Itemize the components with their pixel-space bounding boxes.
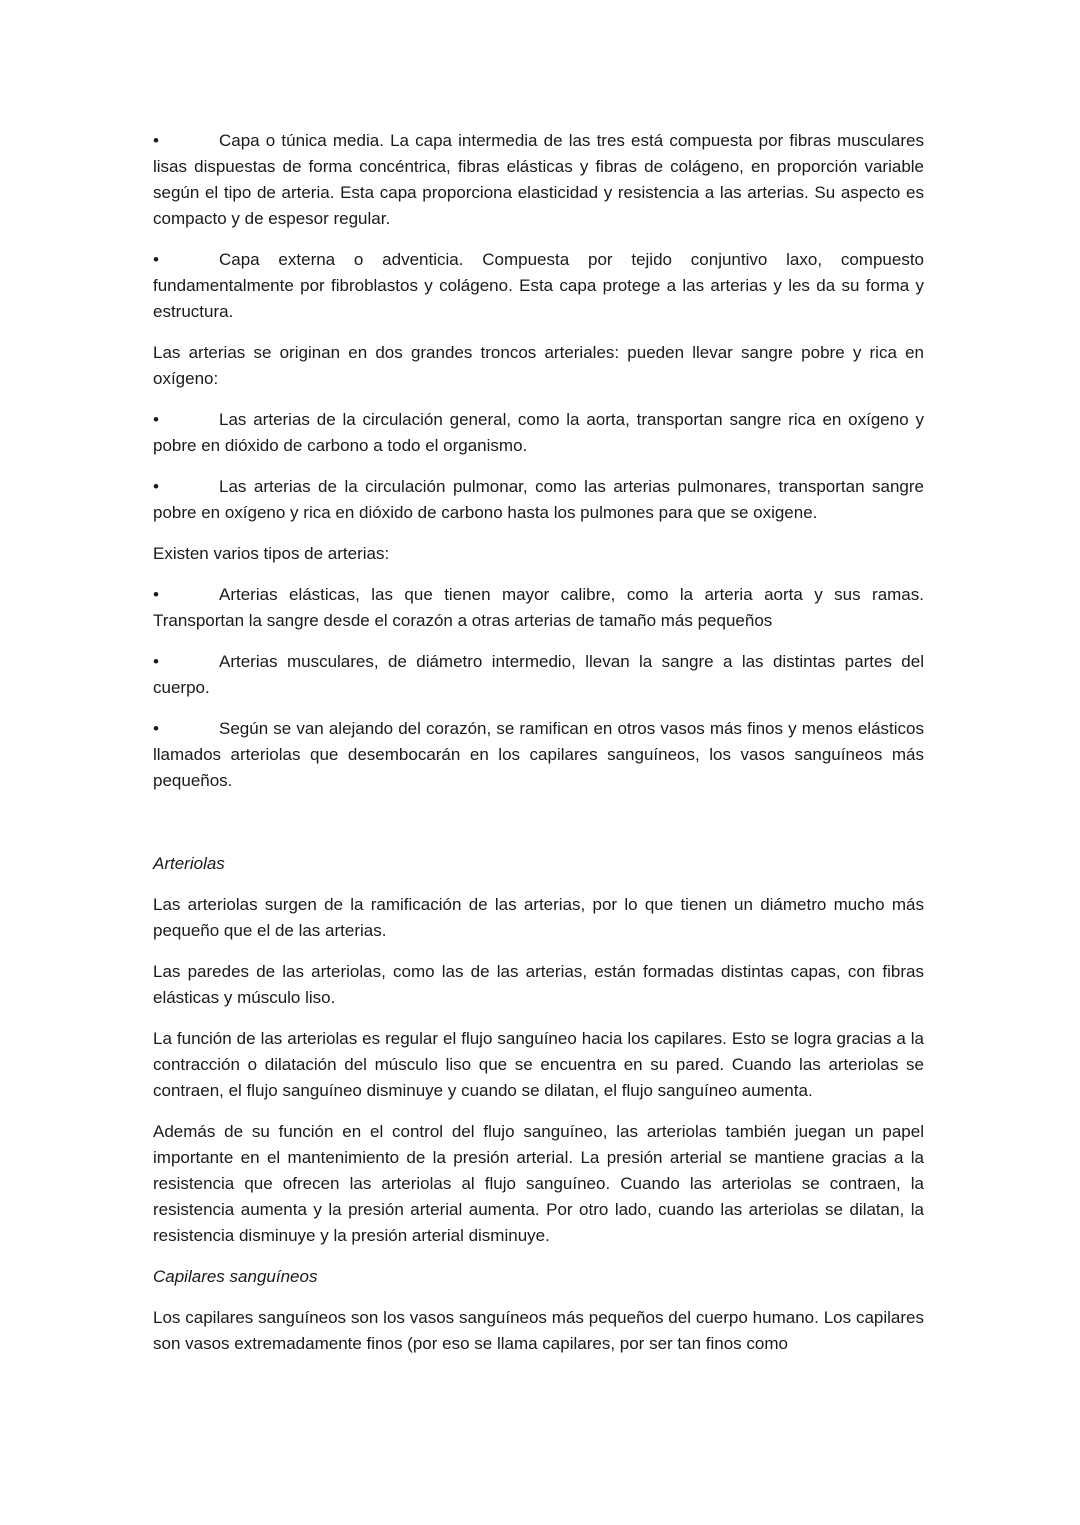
bullet-marker: • xyxy=(153,719,159,738)
bullet-marker: • xyxy=(153,585,159,604)
list-item xyxy=(153,474,924,526)
bullet-marker: • xyxy=(153,410,159,429)
paragraph: Las paredes de las arteriolas, como las de las arterias, están formadas distintas capas, con fibras elásticas y músculo liso. xyxy=(153,962,924,1007)
list-item xyxy=(153,247,924,325)
bullet-marker: • xyxy=(153,250,159,269)
bullet-marker: • xyxy=(153,131,159,150)
item-text: Las arterias de la circulación general, como la aorta, transportan sangre rica en oxígeno y pobre en dióxido de carbono a todo el organismo. xyxy=(153,410,924,455)
item-text: Según se van alejando del corazón, se ramifican en otros vasos más finos y menos elásticos llamados arteriolas que desembocarán en los capilares sanguíneos, los vasos sanguíneos más pequeños. xyxy=(153,719,924,790)
paragraph: Las arterias se originan en dos grandes troncos arteriales: pueden llevar sangre pobre y rica en oxígeno: xyxy=(153,343,924,388)
section-spacer xyxy=(153,809,924,851)
list-item xyxy=(153,716,924,794)
item-text: Capa o túnica media. La capa intermedia de las tres está compuesta por fibras musculares lisas dispuestas de forma concéntrica, fibras elásticas y fibras de colágeno, en proporción variable según el tipo de arteria. Esta capa proporciona elasticidad y resistencia a las arterias. Su aspecto es compacto y de espesor regular. xyxy=(153,131,924,228)
list-item xyxy=(153,582,924,634)
paragraph: Los capilares sanguíneos son los vasos sanguíneos más pequeños del cuerpo humano. Los capilares son vasos extremadamente finos (por eso se llama capilares, por ser tan finos como xyxy=(153,1308,924,1353)
list-item xyxy=(153,407,924,459)
paragraph: La función de las arteriolas es regular el flujo sanguíneo hacia los capilares. Esto se logra gracias a la contracción o dilatación del músculo liso que se encuentra en su pared. Cuando las arteriolas se contraen, el flujo sanguíneo disminuye y cuando se dilatan, el flujo sanguíneo aumenta. xyxy=(153,1029,924,1100)
document-page xyxy=(153,128,924,1372)
bullet-marker: • xyxy=(153,477,159,496)
item-text: Arterias elásticas, las que tienen mayor calibre, como la arteria aorta y sus ramas. Transportan la sangre desde el corazón a otras arterias de tamaño más pequeños xyxy=(153,585,924,630)
bullet-marker: • xyxy=(153,652,159,671)
paragraph: Las arteriolas surgen de la ramificación de las arterias, por lo que tienen un diámetro mucho más pequeño que el de las arterias. xyxy=(153,895,924,940)
paragraph: Además de su función en el control del flujo sanguíneo, las arteriolas también juegan un papel importante en el mantenimiento de la presión arterial. La presión arterial se mantiene gracias a la resistencia que ofrecen las arteriolas al flujo sanguíneo. Cuando las arteriolas se contraen, la resistencia aumenta y la presión arterial aumenta. Por otro lado, cuando las arteriolas se dilatan, la resistencia disminuye y la presión arterial disminuye. xyxy=(153,1122,924,1245)
section-heading-capilares: Capilares sanguíneos xyxy=(153,1267,318,1286)
item-text: Capa externa o adventicia. Compuesta por tejido conjuntivo laxo, compuesto fundamentalmente por fibroblastos y colágeno. Esta capa protege a las arterias y les da su forma y estructura. xyxy=(153,250,924,321)
list-item xyxy=(153,128,924,232)
item-text: Las arterias de la circulación pulmonar, como las arterias pulmonares, transportan sangre pobre en oxígeno y rica en dióxido de carbono hasta los pulmones para que se oxigene. xyxy=(153,477,924,522)
list-item xyxy=(153,649,924,701)
section-heading-arteriolas: Arteriolas xyxy=(153,854,225,873)
item-text: Arterias musculares, de diámetro intermedio, llevan la sangre a las distintas partes del cuerpo. xyxy=(153,652,924,697)
paragraph: Existen varios tipos de arterias: xyxy=(153,544,390,563)
